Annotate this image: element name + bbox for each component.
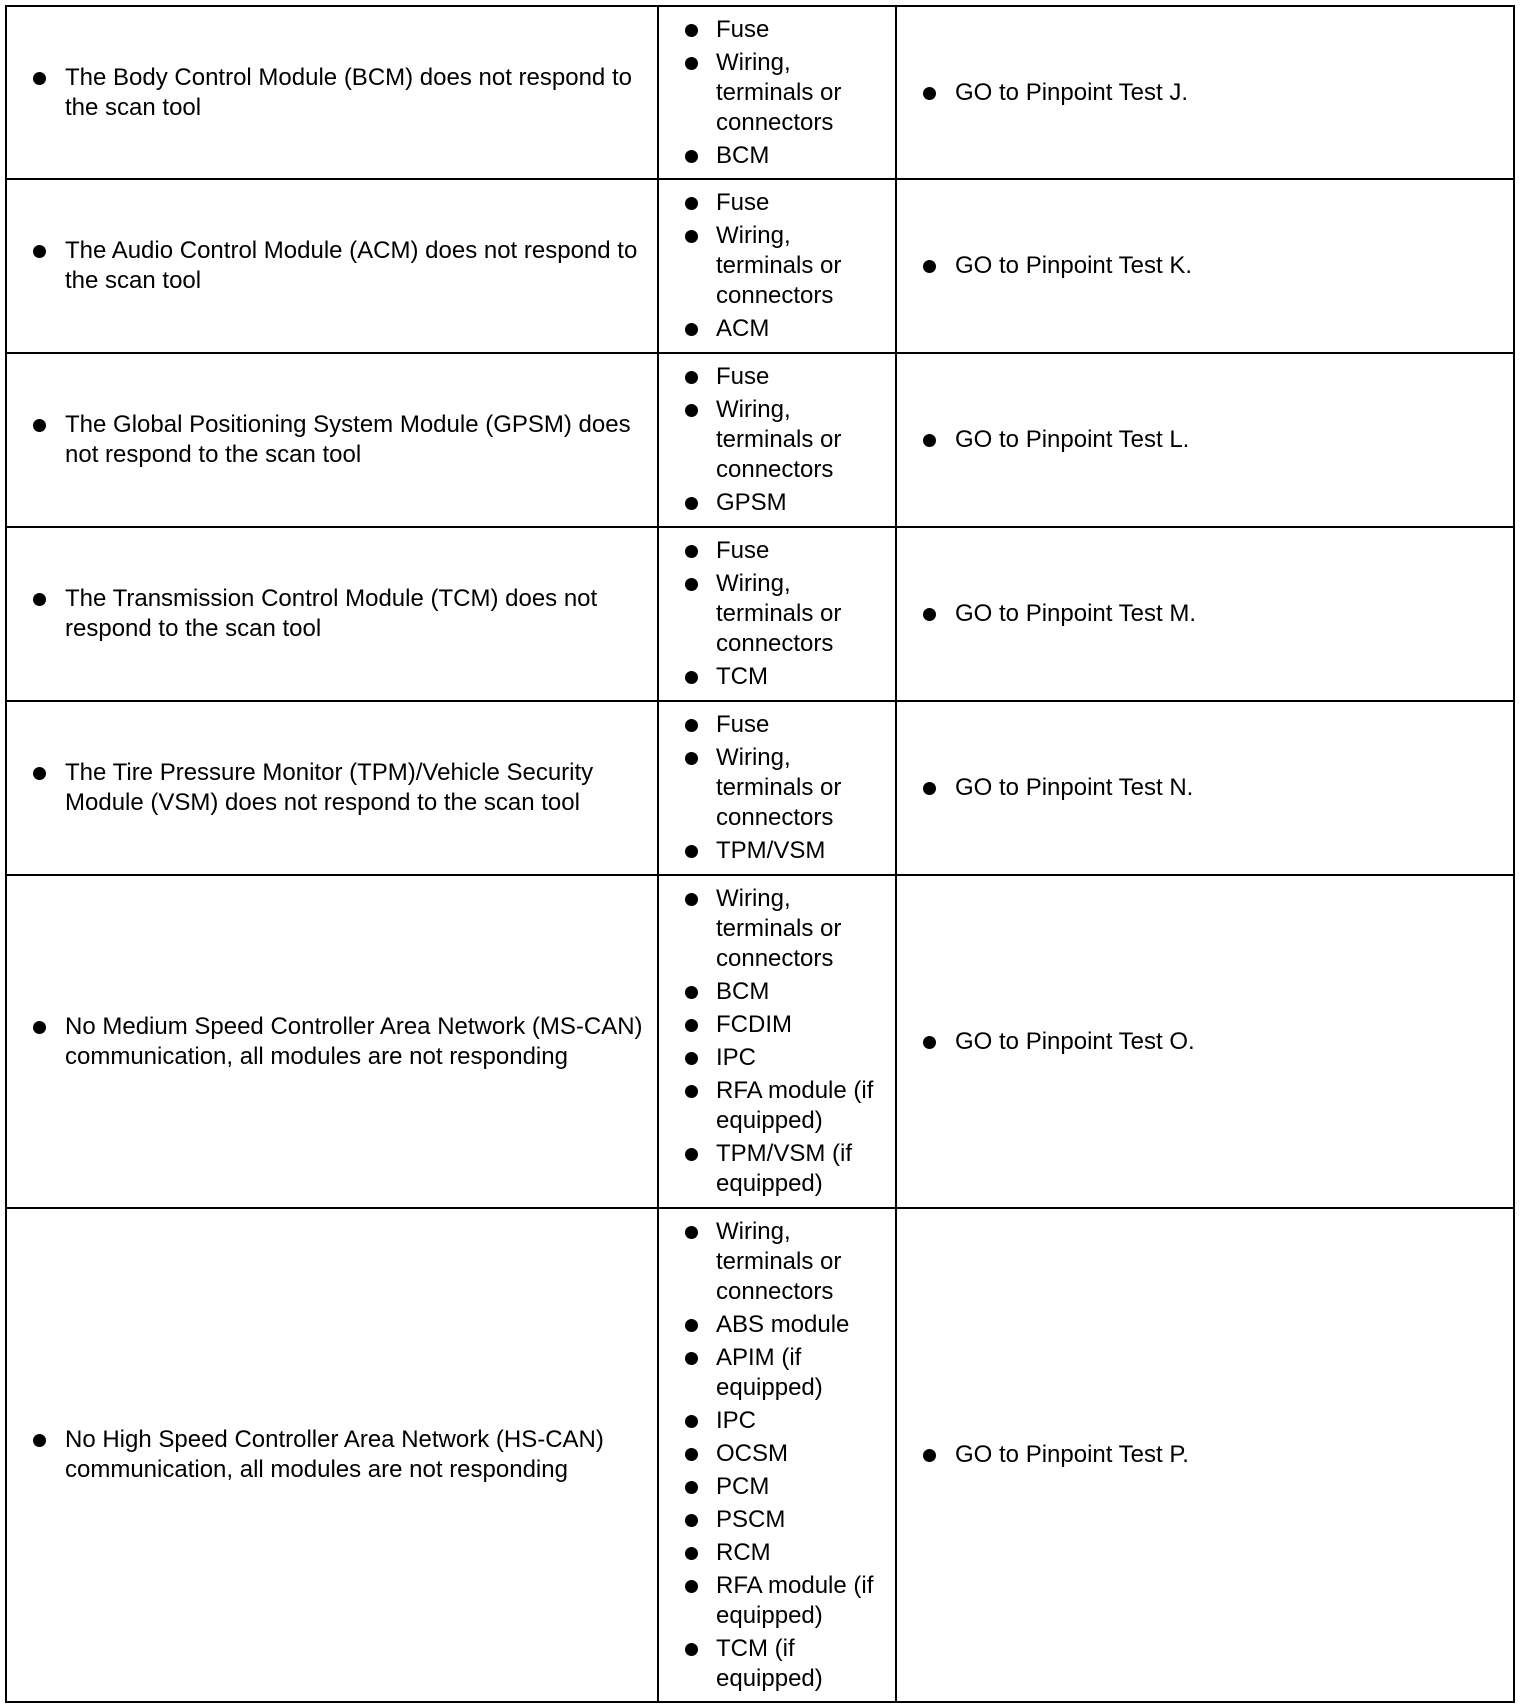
possible-source-cell (658, 6, 896, 179)
action-text: GO to Pinpoint Test N. (955, 773, 1513, 803)
symptom-text: The Tire Pressure Monitor (TPM)/Vehicle Security Module (VSM) does not respond to the scan tool (65, 758, 645, 818)
possible-source-cell (658, 701, 896, 875)
action-text: GO to Pinpoint Test L. (955, 425, 1513, 455)
table-row (6, 6, 1514, 179)
possible-source-item: IPC (716, 1406, 889, 1436)
possible-source-item: FCDIM (716, 1010, 889, 1040)
possible-source-item: TPM/VSM (716, 836, 889, 866)
symptom-cell (6, 701, 658, 875)
possible-source-item: Wiring, terminals or connectors (716, 884, 889, 974)
action-cell (896, 875, 1514, 1208)
possible-source-item: ACM (716, 314, 889, 344)
action-text: GO to Pinpoint Test P. (955, 1440, 1513, 1470)
possible-source-item: PCM (716, 1472, 889, 1502)
symptom-text: No Medium Speed Controller Area Network (MS-CAN) communication, all modules are not responding (65, 1012, 645, 1072)
possible-source-item: BCM (716, 141, 889, 171)
possible-source-item: Wiring, terminals or connectors (716, 221, 889, 311)
action-cell (896, 6, 1514, 179)
symptom-cell (6, 6, 658, 179)
action-cell (896, 527, 1514, 701)
possible-source-item: Fuse (716, 188, 889, 218)
action-text: GO to Pinpoint Test M. (955, 599, 1513, 629)
possible-source-cell (658, 1208, 896, 1702)
possible-source-cell (658, 875, 896, 1208)
possible-source-item: Wiring, terminals or connectors (716, 48, 889, 138)
possible-source-item: Wiring, terminals or connectors (716, 1217, 889, 1307)
symptom-cell (6, 179, 658, 353)
possible-source-item: IPC (716, 1043, 889, 1073)
possible-source-cell (658, 353, 896, 527)
table-row (6, 179, 1514, 353)
possible-source-item: OCSM (716, 1439, 889, 1469)
possible-source-item: TPM/VSM (if equipped) (716, 1139, 889, 1199)
symptom-text: The Transmission Control Module (TCM) does not respond to the scan tool (65, 584, 645, 644)
symptom-text: The Body Control Module (BCM) does not respond to the scan tool (65, 63, 645, 123)
possible-source-item: RFA module (if equipped) (716, 1076, 889, 1136)
symptom-cell (6, 875, 658, 1208)
possible-source-item: TCM (716, 662, 889, 692)
action-cell (896, 1208, 1514, 1702)
symptom-chart-table (5, 5, 1515, 1703)
table-row (6, 1208, 1514, 1702)
table-row (6, 701, 1514, 875)
possible-source-item: APIM (if equipped) (716, 1343, 889, 1403)
action-cell (896, 701, 1514, 875)
symptom-text: No High Speed Controller Area Network (HS-CAN) communication, all modules are not responding (65, 1425, 645, 1485)
possible-source-item: Fuse (716, 15, 889, 45)
table-row (6, 875, 1514, 1208)
possible-source-item: Fuse (716, 362, 889, 392)
table-row (6, 527, 1514, 701)
possible-source-item: Wiring, terminals or connectors (716, 569, 889, 659)
action-text: GO to Pinpoint Test K. (955, 251, 1513, 281)
action-text: GO to Pinpoint Test J. (955, 78, 1513, 108)
table-body (6, 6, 1514, 1702)
possible-source-item: BCM (716, 977, 889, 1007)
table-row (6, 353, 1514, 527)
symptom-cell (6, 527, 658, 701)
action-text: GO to Pinpoint Test O. (955, 1027, 1513, 1057)
possible-source-item: RCM (716, 1538, 889, 1568)
possible-source-item: Fuse (716, 710, 889, 740)
possible-source-cell (658, 179, 896, 353)
possible-source-cell (658, 527, 896, 701)
possible-source-item: TCM (if equipped) (716, 1634, 889, 1694)
symptom-text: The Global Positioning System Module (GPSM) does not respond to the scan tool (65, 410, 645, 470)
symptom-text: The Audio Control Module (ACM) does not respond to the scan tool (65, 236, 645, 296)
possible-source-item: RFA module (if equipped) (716, 1571, 889, 1631)
action-cell (896, 353, 1514, 527)
action-cell (896, 179, 1514, 353)
possible-source-item: PSCM (716, 1505, 889, 1535)
symptom-cell (6, 1208, 658, 1702)
possible-source-item: GPSM (716, 488, 889, 518)
possible-source-item: ABS module (716, 1310, 889, 1340)
possible-source-item: Wiring, terminals or connectors (716, 395, 889, 485)
possible-source-item: Fuse (716, 536, 889, 566)
possible-source-item: Wiring, terminals or connectors (716, 743, 889, 833)
symptom-cell (6, 353, 658, 527)
